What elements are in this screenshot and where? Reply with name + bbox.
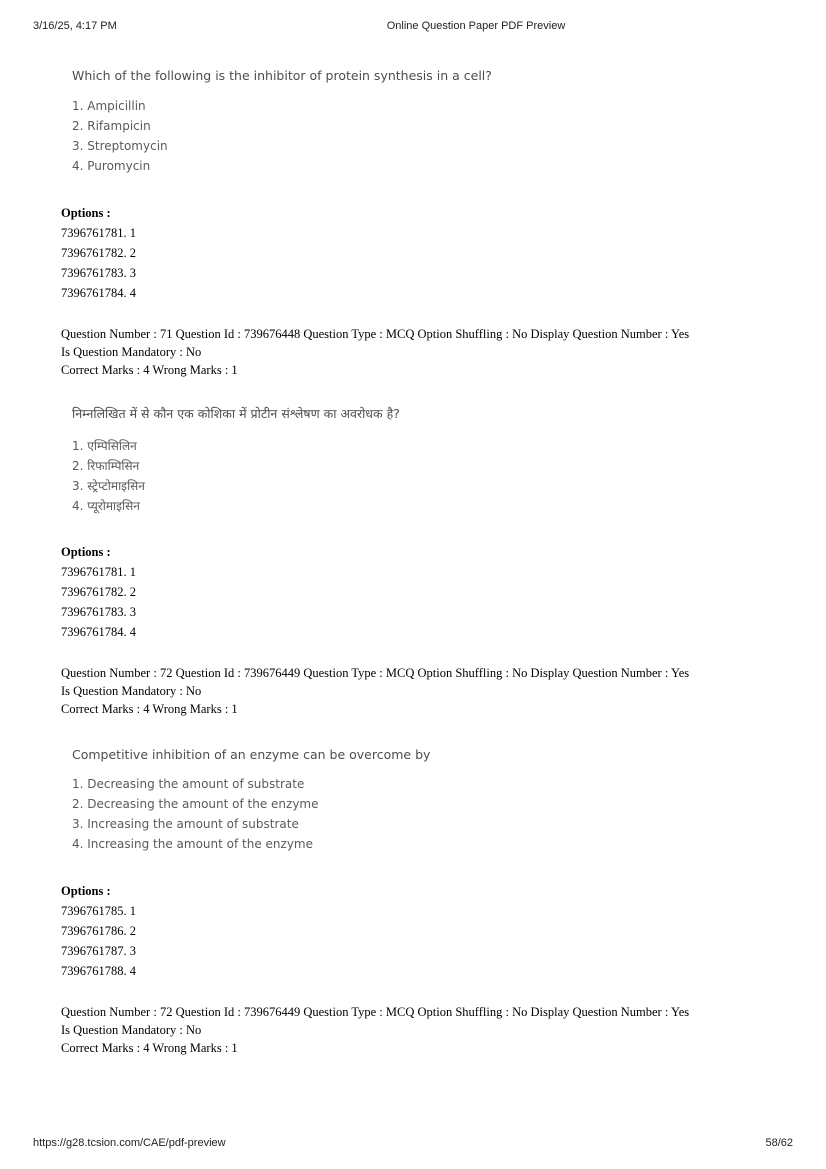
choice-item: 2. Decreasing the amount of the enzyme — [72, 797, 319, 811]
marks-line: Correct Marks : 4 Wrong Marks : 1 — [61, 702, 238, 716]
choice-list — [72, 99, 492, 179]
question-meta-71 — [61, 325, 781, 379]
question-meta-72 — [61, 664, 781, 718]
option-id: 7396761787. 3 — [61, 944, 136, 958]
option-id: 7396761781. 1 — [61, 565, 136, 579]
question-image-english-1 — [72, 68, 492, 179]
choice-item: 4. Puromycin — [72, 159, 151, 173]
choice-item: 4. Increasing the amount of the enzyme — [72, 837, 314, 851]
page-header — [0, 20, 826, 34]
question-image-english-2 — [72, 747, 430, 857]
option-id: 7396761781. 1 — [61, 226, 136, 240]
options-block-1 — [61, 204, 781, 302]
option-id: 7396761785. 1 — [61, 904, 136, 918]
question-text: Which of the following is the inhibitor of protein synthesis in a cell? — [72, 68, 492, 83]
options-block-3 — [61, 882, 781, 980]
choice-item: 2. Rifampicin — [72, 119, 151, 133]
marks-line: Correct Marks : 4 Wrong Marks : 1 — [61, 363, 238, 377]
options-label: Options : — [61, 545, 111, 559]
choice-item: 1. Ampicillin — [72, 99, 146, 113]
choice-item: 3. Streptomycin — [72, 139, 168, 153]
option-id: 7396761784. 4 — [61, 286, 136, 300]
choice-item: 3. स्ट्रेप्टोमाइसिन — [72, 479, 145, 493]
choice-item: 1. एम्पिसिलिन — [72, 439, 137, 453]
options-block-2 — [61, 543, 781, 641]
choice-item: 1. Decreasing the amount of substrate — [72, 777, 305, 791]
choice-item: 4. प्यूरोमाइसिन — [72, 499, 140, 513]
print-datetime: 3/16/25, 4:17 PM — [33, 20, 117, 32]
choice-list — [72, 777, 430, 857]
question-meta-line: Question Number : 72 Question Id : 739676449 Question Type : MCQ Option Shuffling : No Display Question Number : Yes — [61, 666, 690, 680]
document-title: Online Question Paper PDF Preview — [386, 20, 566, 32]
option-id: 7396761783. 3 — [61, 605, 136, 619]
options-label: Options : — [61, 884, 111, 898]
option-id: 7396761788. 4 — [61, 964, 136, 978]
choice-item: 3. Increasing the amount of substrate — [72, 817, 299, 831]
question-image-hindi — [72, 405, 400, 517]
question-meta-line: Question Number : 72 Question Id : 739676449 Question Type : MCQ Option Shuffling : No Display Question Number : Yes — [61, 1005, 690, 1019]
option-id: 7396761782. 2 — [61, 246, 136, 260]
page-url: https://g28.tcsion.com/CAE/pdf-preview — [33, 1137, 226, 1149]
choice-list — [72, 437, 400, 517]
question-text: निम्नलिखित में से कौन एक कोशिका में प्रोटीन संश्लेषण का अवरोधक है? — [72, 406, 400, 421]
option-id: 7396761782. 2 — [61, 585, 136, 599]
page-footer — [0, 1137, 826, 1151]
choice-item: 2. रिफाम्पिसिन — [72, 459, 140, 473]
mandatory-line: Is Question Mandatory : No — [61, 684, 202, 698]
marks-line: Correct Marks : 4 Wrong Marks : 1 — [61, 1041, 238, 1055]
question-text: Competitive inhibition of an enzyme can be overcome by — [72, 747, 431, 762]
option-id: 7396761784. 4 — [61, 625, 136, 639]
question-meta-72-repeat — [61, 1003, 781, 1057]
option-id: 7396761786. 2 — [61, 924, 136, 938]
option-id: 7396761783. 3 — [61, 266, 136, 280]
options-label: Options : — [61, 206, 111, 220]
mandatory-line: Is Question Mandatory : No — [61, 1023, 202, 1037]
page-number: 58/62 — [765, 1137, 793, 1149]
question-meta-line: Question Number : 71 Question Id : 739676448 Question Type : MCQ Option Shuffling : No Display Question Number : Yes — [61, 327, 690, 341]
mandatory-line: Is Question Mandatory : No — [61, 345, 202, 359]
